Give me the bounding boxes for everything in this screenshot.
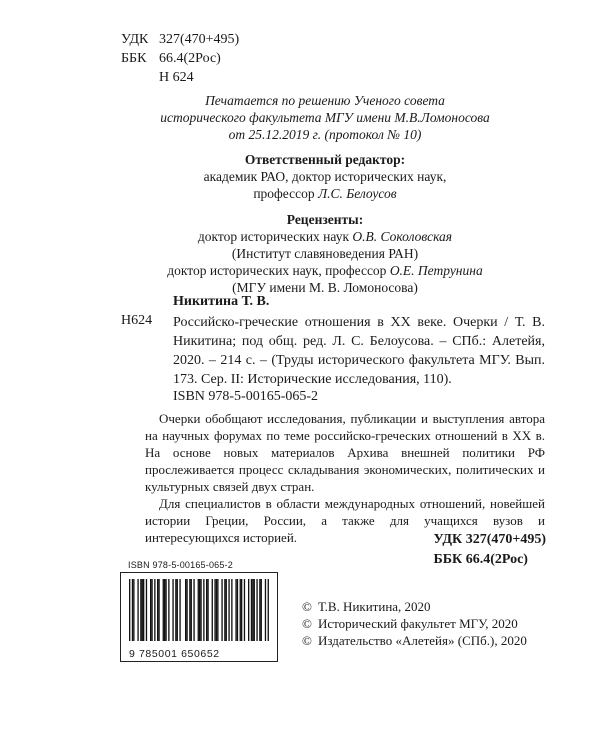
copyright-icon: © [302, 616, 312, 631]
bbk-value: 66.4(2Рос) [159, 51, 221, 66]
bbk-label: ББК [121, 51, 147, 66]
reviewer-1-title: доктор исторических наук [197, 229, 353, 244]
editor-block [130, 151, 520, 202]
bibliographic-author: Никитина Т. В. [173, 294, 270, 309]
approval-line-1: Печатается по решению Ученого совета [205, 93, 445, 108]
author-mark: Н 624 [159, 70, 194, 85]
udk-label: УДК [121, 32, 149, 47]
barcode-digits: 9 785001 650652 [129, 648, 220, 660]
reviewer-2-name: О.Е. Петрунина [389, 263, 483, 278]
reviewer-1-org: (Институт славяноведения РАН) [231, 246, 419, 261]
editor-title: профессор [253, 186, 318, 201]
udk-bottom [434, 530, 546, 570]
copyright-2 [302, 615, 527, 632]
isbn: ISBN 978-5-00165-065-2 [173, 389, 319, 404]
annotation [145, 410, 545, 546]
udk-bottom-udk: УДК 327(470+495) [433, 532, 546, 547]
author-mark-row [121, 68, 239, 87]
copyright-block [302, 598, 527, 649]
classification-block [121, 30, 239, 87]
copyright-1-text: Т.В. Никитина, 2020 [318, 599, 431, 614]
reviewer-2-title: доктор исторических наук, профессор [167, 263, 390, 278]
reviewers-heading: Рецензенты: [286, 212, 364, 227]
copyright-icon: © [302, 633, 312, 648]
udk-value: 327(470+495) [159, 32, 240, 47]
approval-line-2: исторического факультета МГУ имени М.В.Ломоносова [160, 110, 490, 125]
barcode-frame [120, 572, 278, 662]
approval-note [130, 92, 520, 143]
editor-heading: Ответственный редактор: [244, 152, 406, 167]
bbk-row [121, 49, 239, 68]
barcode-bars-icon [129, 579, 269, 641]
copyright-icon: © [302, 599, 312, 614]
copyright-3-text: Издательство «Алетейя» (СПб.), 2020 [318, 633, 527, 648]
reviewer-1-name: О.В. Соколовская [352, 229, 453, 244]
approval-line-3: от 25.12.2019 г. (протокол № 10) [228, 127, 422, 142]
editor-name: Л.С. Белоусов [317, 186, 397, 201]
editor-line-2 [130, 185, 520, 202]
bibliographic-description: Российско-греческие отношения в XX веке. Очерки / Т. В. Никитина; под общ. ред. Л. С. Белоусова. – СПб.: Алетейя, 2020. – 214 с. – (Труды исторического факультета МГУ. Вып. 173. Сер. II: Исторические исследования, 110). [173, 315, 545, 387]
copyright-2-text: Исторический факультет МГУ, 2020 [318, 616, 518, 631]
reviewer-1 [130, 228, 520, 245]
udk-bottom-bbk: ББК 66.4(2Рос) [433, 552, 528, 567]
reviewer-2 [130, 262, 520, 279]
copyright-1 [302, 598, 527, 615]
copyright-3 [302, 632, 527, 649]
annotation-paragraph-2: Для специалистов в области международных отношений, новейшей истории Греции, России, а также для учащихся вузов и интересующихся историей. [145, 496, 545, 545]
bibliographic-code: Н624 [121, 313, 153, 328]
barcode-isbn-text: ISBN 978-5-00165-065-2 [128, 560, 233, 570]
annotation-paragraph-1: Очерки обобщают исследования, публикации и выступления автора на научных форумах по теме российско-греческих отношений в XX в. На основе новых материалов Архива внешней политики РФ прослеживается процесс складывания экономических, политических и культурных связей двух стран. [145, 411, 545, 494]
editor-line-1: академик РАО, доктор исторических наук, [203, 169, 447, 184]
reviewer-2-org: (МГУ имени М. В. Ломоносова) [232, 280, 418, 295]
udk-row [121, 30, 239, 49]
barcode [120, 560, 278, 662]
reviewers-block [130, 211, 520, 296]
